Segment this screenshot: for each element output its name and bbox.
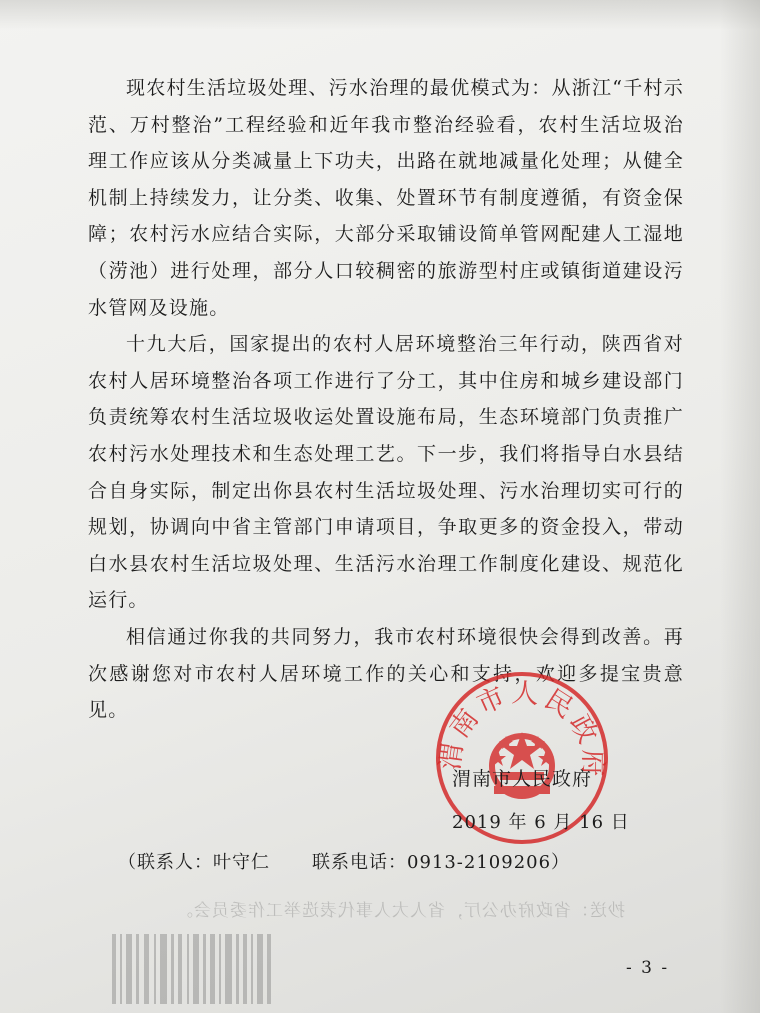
letter-body: [88, 70, 684, 729]
page-shadow-top: [0, 0, 760, 30]
contact-phone: 联系电话：0913-2109206）: [312, 852, 571, 873]
faded-barcode-icon: [110, 928, 280, 1008]
signature-date: 2019 年 6 月 16 日: [452, 812, 630, 833]
paragraph-2: 十九大后，国家提出的农村人居环境整治三年行动，陕西省对农村人居环境整治各项工作进行了分工，其中住房和城乡建设部门负责统筹农村生活垃圾收运处置设施布局，生态环境部门负责推广农村污水处理技术和生态处理工艺。下一步，我们将指导白水县结合自身实际，制定出你县农村生活垃圾处理、污水治理切实可行的规划，协调向中省主管部门申请项目，争取更多的资金投入，带动白水县农村生活垃圾处理、生活污水治理工作制度化建设、规范化运行。: [88, 333, 684, 612]
paragraph-3: 相信通过你我的共同努力，我市农村环境很快会得到改善。再次感谢您对市农村人居环境工作的关心和支持，欢迎多提宝贵意见。: [88, 625, 684, 722]
contact-person: （联系人：叶守仁: [118, 852, 270, 873]
contact-line: [118, 848, 570, 874]
page-shadow-right: [720, 0, 760, 1013]
signature-organization: 渭南市人民政府: [452, 768, 593, 790]
svg-text:渭南市人民政府: 渭南市人民政府: [434, 677, 609, 781]
bleed-through-text: 抄送：省政府办公厅，省人大人事代表选举工作委员会。: [175, 901, 625, 921]
page-number: - 3 -: [626, 958, 670, 978]
paragraph-1: 现农村生活垃圾处理、污水治理的最优模式为：从浙江“千村示范、万村整治”工程经验和近年我市整治经验看，农村生活垃圾治理工作应该从分类减量上下功夫，出路在就地减量化处理；从健全机制上持续发力，让分类、收集、处置环节有制度遵循，有资金保障；农村污水应结合实际，大部分采取铺设简单管网配建人工湿地（涝池）进行处理，部分人口较稠密的旅游型村庄或镇街道建设污水管网及设施。: [88, 77, 684, 319]
